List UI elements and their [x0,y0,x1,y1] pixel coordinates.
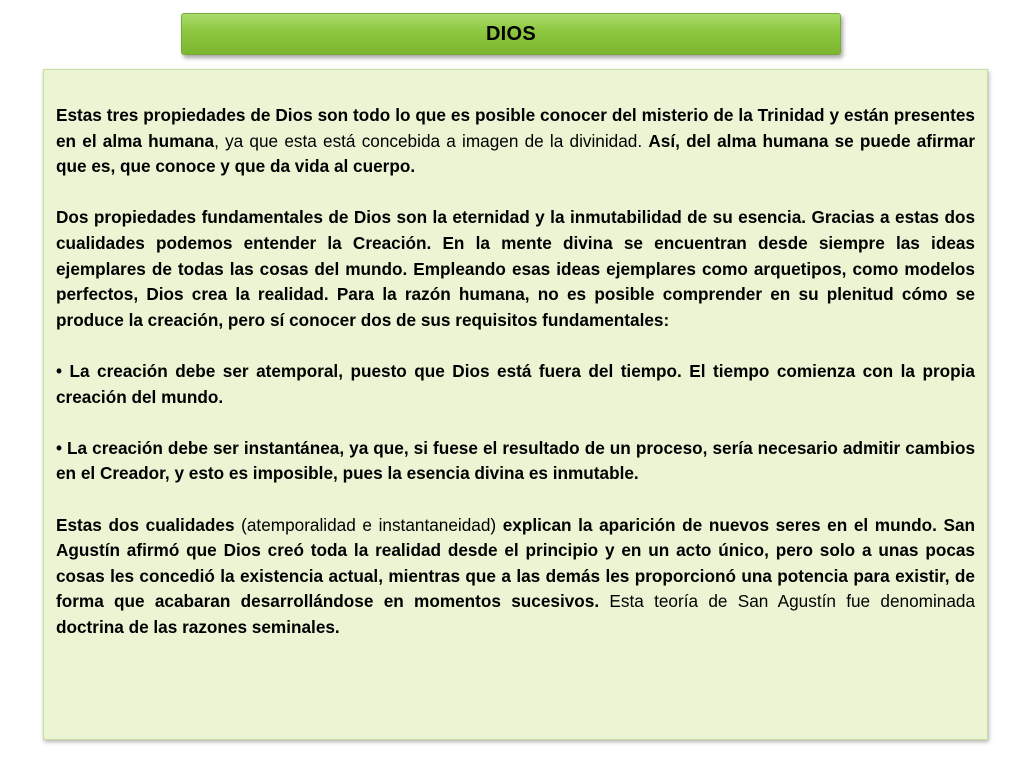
paragraph-seminal-regular-2: Esta teoría de San Agustín fue denominada [599,591,976,612]
paragraph-seminal-reasons [56,513,975,641]
title-banner [181,13,841,55]
paragraph-eternity [56,205,975,333]
page-title: DIOS [485,22,537,45]
paragraph-seminal-regular-1: (atemporalidad e instantaneidad) [234,514,503,535]
paragraph-trinity-bold-1: Estas tres propiedades de Dios son todo lo que es posible conocer del misterio de la Trinidad y están presentes en el alma humana [56,105,975,151]
paragraph-eternity-text: Dos propiedades fundamentales de Dios son la eternidad y la inmutabilidad de su esencia. Gracias a estas dos cualidades podemos entender la Creación. En la mente divina se encuentran desde siempre las ideas ejemplares de todas las cosas del mundo. Empleando esas ideas ejemplares como arquetipos, como modelos perfectos, Dios crea la realidad. Para la razón humana, no es posible comprender en su plenitud cómo se produce la creación, pero sí conocer dos de sus requisitos fundamentales: [56,207,975,330]
bullet-atemporal-text: • La creación debe ser atemporal, puesto que Dios está fuera del tiempo. El tiempo comienza con la propia creación del mundo. [56,360,975,407]
bullet-atemporal [56,359,975,410]
content-box [43,69,988,740]
paragraph-seminal-bold-2: explican la aparición de nuevos seres en el mundo. San Agustín afirmó que Dios creó toda la realidad desde el principio y en un acto único, pero solo a unas pocas cosas les concedió la existencia actual, mientras que a las demás les proporcionó una potencia para existir, de forma que acabaran desarrollándose en momentos sucesivos. [56,514,976,612]
paragraph-seminal-bold-3: doctrina de las razones seminales. [56,616,340,637]
paragraph-seminal-bold-1: Estas dos cualidades [56,514,235,535]
bullet-instantaneous [56,436,975,487]
bullet-instantaneous-text: • La creación debe ser instantánea, ya que, si fuese el resultado de un proceso, sería necesario admitir cambios en el Creador, y esto es imposible, pues la esencia divina es inmutable. [56,437,975,484]
paragraph-trinity-bold-2: Así, del alma humana se puede afirmar que es, que conoce y que da vida al cuerpo. [56,130,976,177]
paragraph-trinity-regular: , ya que esta está concebida a imagen de la divinidad. [214,130,649,151]
paragraph-trinity [56,103,975,180]
